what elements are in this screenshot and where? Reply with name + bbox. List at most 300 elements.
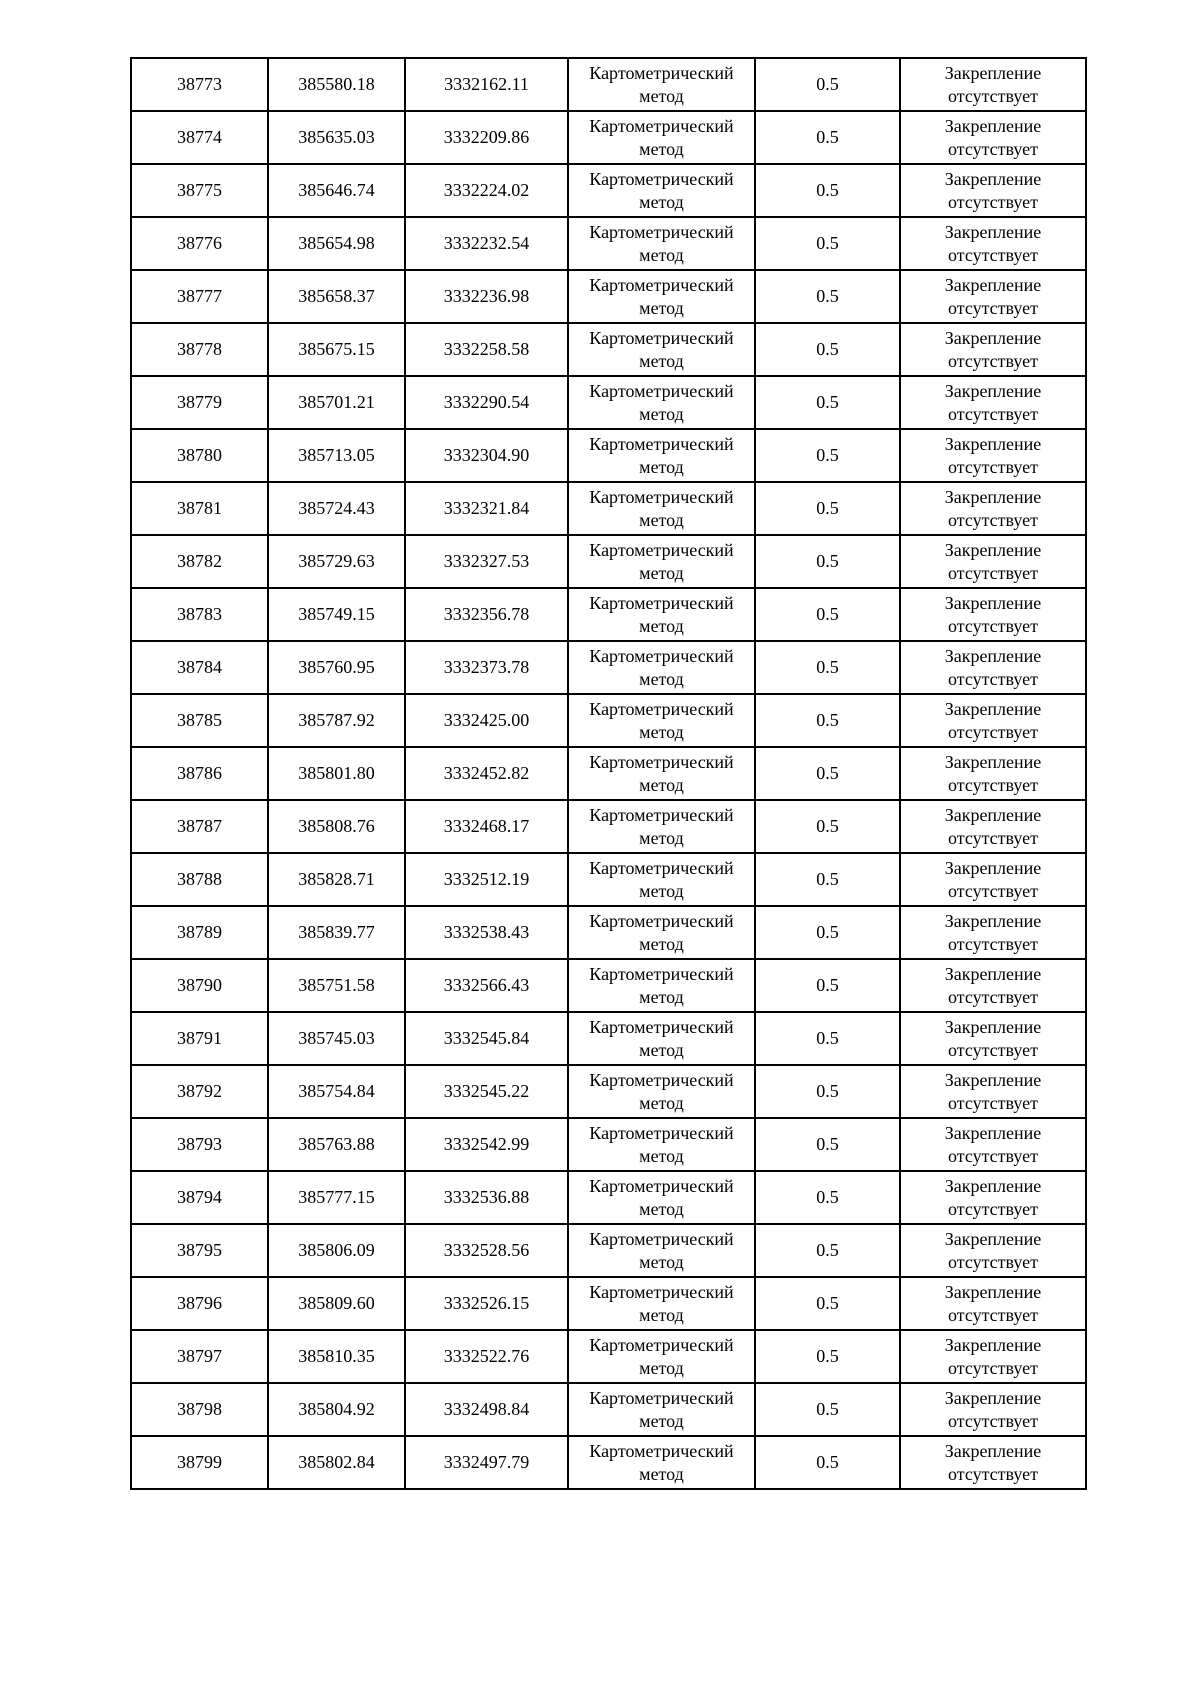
- point-number-cell-text: 38799: [177, 1452, 222, 1472]
- fixing-cell-text: Закрепление: [944, 1175, 1042, 1196]
- y-coordinate-cell: [405, 58, 568, 111]
- method-cell-text: метод: [639, 297, 684, 318]
- method-cell-text: метод: [639, 774, 684, 795]
- point-number-cell-text: 38786: [177, 763, 222, 783]
- accuracy-cell: [755, 694, 900, 747]
- y-coordinate-cell: [405, 1224, 568, 1277]
- method-cell: [568, 747, 755, 800]
- x-coordinate-cell-text: 385828.71: [298, 869, 375, 889]
- fixing-cell-text: Закрепление: [944, 1387, 1042, 1408]
- point-number-cell-text: 38782: [177, 551, 222, 571]
- fixing-cell-text: Закрепление: [944, 380, 1042, 401]
- fixing-cell: [900, 164, 1086, 217]
- fixing-cell-text: отсутствует: [947, 721, 1039, 742]
- fixing-cell-text: отсутствует: [947, 933, 1039, 954]
- x-coordinate-cell-text: 385580.18: [298, 74, 375, 94]
- table-row: [131, 800, 1086, 853]
- fixing-cell-text: отсутствует: [947, 85, 1039, 106]
- fixing-cell-text: отсутствует: [947, 456, 1039, 477]
- accuracy-cell: [755, 535, 900, 588]
- point-number-cell: [131, 429, 268, 482]
- fixing-cell-text: Закрепление: [944, 751, 1042, 772]
- method-cell-text: метод: [639, 403, 684, 424]
- method-cell-text: метод: [639, 1039, 684, 1060]
- fixing-cell-text: Закрепление: [944, 1069, 1042, 1090]
- table-row: [131, 535, 1086, 588]
- accuracy-cell: [755, 1171, 900, 1224]
- accuracy-cell-text: 0.5: [816, 1293, 839, 1313]
- y-coordinate-cell: [405, 482, 568, 535]
- accuracy-cell-text: 0.5: [816, 392, 839, 412]
- y-coordinate-cell-text: 3332209.86: [443, 127, 530, 147]
- method-cell: [568, 1118, 755, 1171]
- point-number-cell-text: 38783: [177, 604, 222, 624]
- accuracy-cell-text: 0.5: [816, 339, 839, 359]
- y-coordinate-cell: [405, 1171, 568, 1224]
- fixing-cell-text: Закрепление: [944, 1281, 1042, 1302]
- method-cell: [568, 535, 755, 588]
- accuracy-cell-text: 0.5: [816, 1399, 839, 1419]
- y-coordinate-cell: [405, 588, 568, 641]
- method-cell-text: Картометрический: [589, 1281, 734, 1302]
- fixing-cell-text: Закрепление: [944, 1440, 1042, 1461]
- fixing-cell-text: отсутствует: [947, 774, 1039, 795]
- x-coordinate-cell-text: 385763.88: [298, 1134, 375, 1154]
- method-cell-text: Картометрический: [589, 804, 734, 825]
- x-coordinate-cell: [268, 1436, 405, 1489]
- fixing-cell: [900, 1383, 1086, 1436]
- y-coordinate-cell-text: 3332356.78: [443, 604, 530, 624]
- accuracy-cell: [755, 959, 900, 1012]
- x-coordinate-cell-text: 385751.58: [298, 975, 375, 995]
- fixing-cell-text: Закрепление: [944, 645, 1042, 666]
- fixing-cell: [900, 906, 1086, 959]
- y-coordinate-cell-text: 3332232.54: [443, 233, 530, 253]
- method-cell: [568, 376, 755, 429]
- fixing-cell: [900, 323, 1086, 376]
- table-row: [131, 429, 1086, 482]
- x-coordinate-cell-text: 385729.63: [298, 551, 375, 571]
- method-cell-text: Картометрический: [589, 1387, 734, 1408]
- method-cell-text: метод: [639, 1463, 684, 1484]
- method-cell-text: Картометрический: [589, 274, 734, 295]
- point-number-cell-text: 38793: [177, 1134, 222, 1154]
- fixing-cell-text: отсутствует: [947, 668, 1039, 689]
- fixing-cell: [900, 1012, 1086, 1065]
- table-row: [131, 1277, 1086, 1330]
- fixing-cell-text: отсутствует: [947, 562, 1039, 583]
- x-coordinate-cell: [268, 58, 405, 111]
- accuracy-cell-text: 0.5: [816, 763, 839, 783]
- fixing-cell-text: Закрепление: [944, 698, 1042, 719]
- y-coordinate-cell: [405, 323, 568, 376]
- accuracy-cell-text: 0.5: [816, 1240, 839, 1260]
- method-cell-text: метод: [639, 191, 684, 212]
- fixing-cell-text: Закрепление: [944, 963, 1042, 984]
- fixing-cell-text: Закрепление: [944, 274, 1042, 295]
- x-coordinate-cell: [268, 588, 405, 641]
- accuracy-cell-text: 0.5: [816, 1028, 839, 1048]
- y-coordinate-cell: [405, 217, 568, 270]
- method-cell-text: метод: [639, 1410, 684, 1431]
- x-coordinate-cell: [268, 270, 405, 323]
- method-cell: [568, 959, 755, 1012]
- method-cell-text: метод: [639, 562, 684, 583]
- table-row: [131, 58, 1086, 111]
- accuracy-cell-text: 0.5: [816, 551, 839, 571]
- fixing-cell-text: отсутствует: [947, 880, 1039, 901]
- point-number-cell-text: 38795: [177, 1240, 222, 1260]
- x-coordinate-cell: [268, 482, 405, 535]
- point-number-cell: [131, 641, 268, 694]
- method-cell: [568, 482, 755, 535]
- table-row: [131, 906, 1086, 959]
- table-row: [131, 1118, 1086, 1171]
- point-number-cell-text: 38797: [177, 1346, 222, 1366]
- y-coordinate-cell: [405, 1383, 568, 1436]
- fixing-cell-text: Закрепление: [944, 1334, 1042, 1355]
- fixing-cell-text: отсутствует: [947, 403, 1039, 424]
- method-cell-text: Картометрический: [589, 327, 734, 348]
- accuracy-cell: [755, 1330, 900, 1383]
- y-coordinate-cell-text: 3332468.17: [443, 816, 530, 836]
- y-coordinate-cell-text: 3332522.76: [443, 1346, 530, 1366]
- fixing-cell-text: отсутствует: [947, 827, 1039, 848]
- method-cell: [568, 1171, 755, 1224]
- point-number-cell: [131, 535, 268, 588]
- x-coordinate-cell: [268, 1012, 405, 1065]
- fixing-cell: [900, 429, 1086, 482]
- table-row: [131, 694, 1086, 747]
- point-number-cell-text: 38778: [177, 339, 222, 359]
- fixing-cell-text: Закрепление: [944, 1122, 1042, 1143]
- fixing-cell: [900, 1330, 1086, 1383]
- method-cell: [568, 1383, 755, 1436]
- table-row: [131, 747, 1086, 800]
- method-cell-text: Картометрический: [589, 62, 734, 83]
- point-number-cell-text: 38780: [177, 445, 222, 465]
- y-coordinate-cell: [405, 270, 568, 323]
- accuracy-cell-text: 0.5: [816, 1134, 839, 1154]
- x-coordinate-cell-text: 385809.60: [298, 1293, 375, 1313]
- x-coordinate-cell-text: 385801.80: [298, 763, 375, 783]
- fixing-cell-text: Закрепление: [944, 433, 1042, 454]
- fixing-cell-text: отсутствует: [947, 244, 1039, 265]
- point-number-cell-text: 38776: [177, 233, 222, 253]
- x-coordinate-cell: [268, 429, 405, 482]
- point-number-cell-text: 38792: [177, 1081, 222, 1101]
- accuracy-cell: [755, 1383, 900, 1436]
- method-cell-text: Картометрический: [589, 221, 734, 242]
- method-cell: [568, 694, 755, 747]
- fixing-cell: [900, 1224, 1086, 1277]
- y-coordinate-cell-text: 3332373.78: [443, 657, 530, 677]
- method-cell-text: Картометрический: [589, 168, 734, 189]
- y-coordinate-cell-text: 3332538.43: [443, 922, 530, 942]
- method-cell-text: Картометрический: [589, 539, 734, 560]
- method-cell-text: метод: [639, 827, 684, 848]
- accuracy-cell: [755, 217, 900, 270]
- table-row: [131, 164, 1086, 217]
- method-cell-text: метод: [639, 721, 684, 742]
- point-number-cell-text: 38785: [177, 710, 222, 730]
- fixing-cell-text: отсутствует: [947, 1410, 1039, 1431]
- point-number-cell: [131, 1012, 268, 1065]
- table-row: [131, 217, 1086, 270]
- x-coordinate-cell: [268, 1277, 405, 1330]
- point-number-cell: [131, 959, 268, 1012]
- accuracy-cell: [755, 111, 900, 164]
- point-number-cell-text: 38779: [177, 392, 222, 412]
- method-cell-text: метод: [639, 1145, 684, 1166]
- y-coordinate-cell-text: 3332528.56: [443, 1240, 530, 1260]
- method-cell-text: метод: [639, 244, 684, 265]
- point-number-cell: [131, 1383, 268, 1436]
- table-row: [131, 1383, 1086, 1436]
- x-coordinate-cell: [268, 1118, 405, 1171]
- method-cell-text: метод: [639, 668, 684, 689]
- accuracy-cell: [755, 270, 900, 323]
- accuracy-cell-text: 0.5: [816, 1187, 839, 1207]
- fixing-cell-text: отсутствует: [947, 509, 1039, 530]
- accuracy-cell: [755, 1065, 900, 1118]
- point-number-cell: [131, 1436, 268, 1489]
- method-cell-text: метод: [639, 1304, 684, 1325]
- point-number-cell: [131, 588, 268, 641]
- table-row: [131, 853, 1086, 906]
- method-cell: [568, 1277, 755, 1330]
- fixing-cell-text: отсутствует: [947, 986, 1039, 1007]
- point-number-cell: [131, 217, 268, 270]
- y-coordinate-cell-text: 3332258.58: [443, 339, 530, 359]
- accuracy-cell-text: 0.5: [816, 657, 839, 677]
- accuracy-cell: [755, 641, 900, 694]
- table-row: [131, 588, 1086, 641]
- accuracy-cell-text: 0.5: [816, 286, 839, 306]
- method-cell-text: Картометрический: [589, 963, 734, 984]
- method-cell: [568, 800, 755, 853]
- accuracy-cell: [755, 747, 900, 800]
- fixing-cell: [900, 58, 1086, 111]
- x-coordinate-cell: [268, 111, 405, 164]
- y-coordinate-cell-text: 3332327.53: [443, 551, 530, 571]
- x-coordinate-cell-text: 385745.03: [298, 1028, 375, 1048]
- y-coordinate-cell-text: 3332536.88: [443, 1187, 530, 1207]
- point-number-cell-text: 38774: [177, 127, 222, 147]
- method-cell-text: Картометрический: [589, 1122, 734, 1143]
- x-coordinate-cell-text: 385839.77: [298, 922, 375, 942]
- accuracy-cell: [755, 906, 900, 959]
- y-coordinate-cell: [405, 906, 568, 959]
- method-cell-text: Картометрический: [589, 1334, 734, 1355]
- accuracy-cell: [755, 1436, 900, 1489]
- table-row: [131, 323, 1086, 376]
- y-coordinate-cell-text: 3332497.79: [443, 1452, 530, 1472]
- table-row: [131, 1436, 1086, 1489]
- method-cell-text: метод: [639, 1357, 684, 1378]
- fixing-cell-text: отсутствует: [947, 191, 1039, 212]
- x-coordinate-cell-text: 385635.03: [298, 127, 375, 147]
- y-coordinate-cell: [405, 1065, 568, 1118]
- x-coordinate-cell: [268, 694, 405, 747]
- accuracy-cell-text: 0.5: [816, 1346, 839, 1366]
- point-number-cell-text: 38798: [177, 1399, 222, 1419]
- method-cell-text: Картометрический: [589, 115, 734, 136]
- fixing-cell-text: Закрепление: [944, 115, 1042, 136]
- point-number-cell: [131, 164, 268, 217]
- x-coordinate-cell-text: 385724.43: [298, 498, 375, 518]
- fixing-cell-text: отсутствует: [947, 350, 1039, 371]
- point-number-cell: [131, 1224, 268, 1277]
- fixing-cell: [900, 747, 1086, 800]
- accuracy-cell: [755, 853, 900, 906]
- fixing-cell-text: отсутствует: [947, 1039, 1039, 1060]
- method-cell: [568, 164, 755, 217]
- y-coordinate-cell-text: 3332236.98: [443, 286, 530, 306]
- fixing-cell: [900, 535, 1086, 588]
- method-cell-text: метод: [639, 350, 684, 371]
- point-number-cell-text: 38788: [177, 869, 222, 889]
- fixing-cell-text: отсутствует: [947, 615, 1039, 636]
- fixing-cell-text: отсутствует: [947, 1145, 1039, 1166]
- x-coordinate-cell-text: 385675.15: [298, 339, 375, 359]
- accuracy-cell: [755, 800, 900, 853]
- fixing-cell: [900, 111, 1086, 164]
- table-row: [131, 959, 1086, 1012]
- fixing-cell-text: отсутствует: [947, 1463, 1039, 1484]
- table-row: [131, 270, 1086, 323]
- accuracy-cell-text: 0.5: [816, 1081, 839, 1101]
- fixing-cell: [900, 1277, 1086, 1330]
- method-cell: [568, 1065, 755, 1118]
- fixing-cell: [900, 1065, 1086, 1118]
- method-cell: [568, 853, 755, 906]
- method-cell-text: метод: [639, 456, 684, 477]
- y-coordinate-cell: [405, 694, 568, 747]
- table-row: [131, 1065, 1086, 1118]
- method-cell-text: метод: [639, 1198, 684, 1219]
- x-coordinate-cell-text: 385749.15: [298, 604, 375, 624]
- fixing-cell: [900, 588, 1086, 641]
- fixing-cell-text: отсутствует: [947, 297, 1039, 318]
- point-number-cell: [131, 1330, 268, 1383]
- point-number-cell-text: 38777: [177, 286, 222, 306]
- method-cell-text: Картометрический: [589, 857, 734, 878]
- accuracy-cell-text: 0.5: [816, 975, 839, 995]
- x-coordinate-cell: [268, 323, 405, 376]
- accuracy-cell-text: 0.5: [816, 233, 839, 253]
- point-number-cell-text: 38787: [177, 816, 222, 836]
- x-coordinate-cell: [268, 800, 405, 853]
- point-number-cell-text: 38773: [177, 74, 222, 94]
- method-cell-text: Картометрический: [589, 1069, 734, 1090]
- point-number-cell: [131, 323, 268, 376]
- method-cell: [568, 641, 755, 694]
- fixing-cell-text: отсутствует: [947, 1251, 1039, 1272]
- y-coordinate-cell: [405, 1330, 568, 1383]
- accuracy-cell: [755, 482, 900, 535]
- fixing-cell-text: Закрепление: [944, 486, 1042, 507]
- point-number-cell: [131, 482, 268, 535]
- method-cell: [568, 1012, 755, 1065]
- fixing-cell: [900, 853, 1086, 906]
- fixing-cell-text: Закрепление: [944, 62, 1042, 83]
- point-number-cell: [131, 1065, 268, 1118]
- accuracy-cell: [755, 1012, 900, 1065]
- y-coordinate-cell-text: 3332566.43: [443, 975, 530, 995]
- point-number-cell: [131, 376, 268, 429]
- method-cell-text: метод: [639, 138, 684, 159]
- method-cell: [568, 588, 755, 641]
- fixing-cell: [900, 1171, 1086, 1224]
- table-row: [131, 1330, 1086, 1383]
- y-coordinate-cell-text: 3332526.15: [443, 1293, 530, 1313]
- fixing-cell: [900, 694, 1086, 747]
- point-number-cell-text: 38790: [177, 975, 222, 995]
- y-coordinate-cell: [405, 376, 568, 429]
- table-row: [131, 482, 1086, 535]
- point-number-cell: [131, 270, 268, 323]
- method-cell-text: Картометрический: [589, 592, 734, 613]
- table-row: [131, 1224, 1086, 1277]
- x-coordinate-cell: [268, 959, 405, 1012]
- x-coordinate-cell-text: 385754.84: [298, 1081, 375, 1101]
- method-cell: [568, 1224, 755, 1277]
- x-coordinate-cell: [268, 747, 405, 800]
- point-number-cell-text: 38775: [177, 180, 222, 200]
- fixing-cell-text: Закрепление: [944, 1228, 1042, 1249]
- fixing-cell-text: Закрепление: [944, 1016, 1042, 1037]
- method-cell-text: метод: [639, 933, 684, 954]
- y-coordinate-cell: [405, 853, 568, 906]
- accuracy-cell: [755, 376, 900, 429]
- fixing-cell-text: отсутствует: [947, 138, 1039, 159]
- x-coordinate-cell-text: 385804.92: [298, 1399, 375, 1419]
- accuracy-cell-text: 0.5: [816, 869, 839, 889]
- table-row: [131, 111, 1086, 164]
- y-coordinate-cell: [405, 111, 568, 164]
- table-row: [131, 641, 1086, 694]
- fixing-cell: [900, 800, 1086, 853]
- x-coordinate-cell: [268, 217, 405, 270]
- fixing-cell-text: отсутствует: [947, 1304, 1039, 1325]
- accuracy-cell-text: 0.5: [816, 604, 839, 624]
- y-coordinate-cell: [405, 1012, 568, 1065]
- y-coordinate-cell-text: 3332304.90: [443, 445, 530, 465]
- point-number-cell: [131, 58, 268, 111]
- point-number-cell: [131, 800, 268, 853]
- x-coordinate-cell: [268, 906, 405, 959]
- point-number-cell-text: 38784: [177, 657, 222, 677]
- y-coordinate-cell-text: 3332512.19: [443, 869, 530, 889]
- accuracy-cell-text: 0.5: [816, 1452, 839, 1472]
- coordinates-table: [130, 57, 1087, 1490]
- table-row: [131, 1171, 1086, 1224]
- fixing-cell-text: Закрепление: [944, 804, 1042, 825]
- fixing-cell-text: отсутствует: [947, 1092, 1039, 1113]
- x-coordinate-cell-text: 385810.35: [298, 1346, 375, 1366]
- fixing-cell: [900, 482, 1086, 535]
- fixing-cell: [900, 641, 1086, 694]
- x-coordinate-cell-text: 385787.92: [298, 710, 375, 730]
- fixing-cell-text: Закрепление: [944, 539, 1042, 560]
- y-coordinate-cell: [405, 429, 568, 482]
- accuracy-cell: [755, 588, 900, 641]
- y-coordinate-cell: [405, 164, 568, 217]
- table-row: [131, 376, 1086, 429]
- method-cell-text: Картометрический: [589, 433, 734, 454]
- x-coordinate-cell-text: 385646.74: [298, 180, 375, 200]
